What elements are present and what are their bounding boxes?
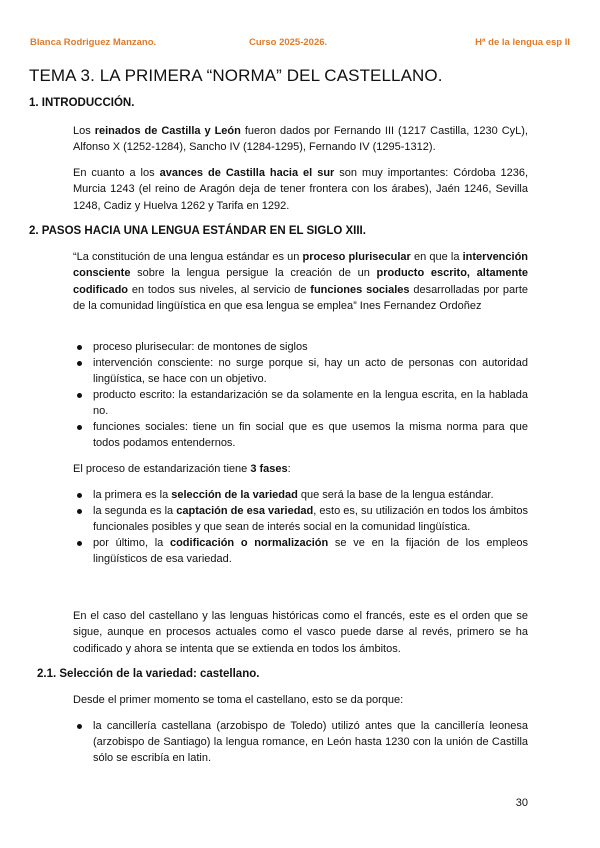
bullet-icon <box>77 393 82 398</box>
text-bold: funciones sociales <box>310 283 410 296</box>
list-item-text: funciones sociales: tiene un fin social que es que usemos la misma norma para que todos podamos entendernos. <box>93 421 528 449</box>
page-title: TEMA 3. LA PRIMERA “NORMA” DEL CASTELLANO. <box>29 66 443 85</box>
text: que será la base de la lengua estándar. <box>297 489 494 501</box>
text-bold: captación de esa variedad <box>176 505 314 517</box>
text: en que la <box>410 251 463 263</box>
header-author: Blanca Rodriguez Manzano. <box>30 37 157 48</box>
bullet-icon <box>77 425 82 430</box>
bullet-icon <box>77 724 82 729</box>
text: en todos sus niveles, al servicio de <box>128 283 311 296</box>
text-bold: proceso plurisecular <box>302 251 411 263</box>
subsection-heading: 2.1. Selección de la variedad: castellano. <box>37 668 260 680</box>
text: “La constitución de una lengua estándar es un <box>73 251 303 263</box>
list-item <box>73 503 528 535</box>
text: El proceso de estandarización tiene <box>73 463 251 475</box>
phases-list <box>73 487 528 567</box>
list-item-text: la cancillería castellana (arzobispo de Toledo) utilizó antes que la cancillería leonesa (arzobispo de Santiago) la lengua romance, en León hasta 1230 con la unión de Castilla sólo se escribía en latin. <box>93 720 528 764</box>
list-item <box>73 535 528 567</box>
page-header <box>30 37 570 51</box>
text: la primera es la <box>93 489 172 501</box>
list-item <box>73 419 528 451</box>
paragraph-fases <box>73 461 528 477</box>
list-item-text: proceso plurisecular: de montones de siglos <box>93 341 308 353</box>
text: , esto es, su utilización en todos los ámbitos funcionales posibles y que sean de interés social en la comunidad lingüística. <box>93 505 529 533</box>
text: : <box>287 463 291 475</box>
bullet-icon <box>77 493 82 498</box>
list-item <box>73 339 528 355</box>
list-item <box>73 355 528 387</box>
text: Los <box>73 125 95 137</box>
text-bold: reinados de Castilla y León <box>94 125 241 137</box>
section-heading-pasos: 2. PASOS HACIA UNA LENGUA ESTÁNDAR EN EL SIGLO XIII. <box>29 225 366 237</box>
page-number: 30 <box>515 797 528 809</box>
text-bold: intervención consciente <box>73 251 529 280</box>
text: sobre la lengua persigue la creación de un <box>130 267 377 280</box>
list-item-text: producto escrito: la estandarización se da solamente en la lengua escrita, en la hablada no. <box>93 389 528 417</box>
text-bold: avances de Castilla hacia el sur <box>159 167 335 179</box>
paragraph-desde: Desde el primer momento se toma el castellano, esto se da porque: <box>73 694 404 706</box>
text: son muy importantes: Córdoba 1236, Murcia 1243 (el reino de Aragón deja de tener frontera con los árabes), Jaén 1246, Sevilla 1248, Cadiz y Huelva 1262 y Tarifa en 1292. <box>73 167 529 212</box>
section-heading-intro: 1. INTRODUCCIÓN. <box>29 97 135 109</box>
definitions-list <box>73 339 528 451</box>
paragraph-avances <box>73 165 528 214</box>
list-item <box>73 487 528 503</box>
text-bold: codificación o normalización <box>169 537 329 549</box>
paragraph-quote <box>73 249 528 315</box>
list-item <box>73 387 528 419</box>
bullet-icon <box>77 345 82 350</box>
bullet-icon <box>77 541 82 546</box>
paragraph-castellano: En el caso del castellano y las lenguas históricas como el francés, este es el orden que se sigue, aunque en procesos actuales como el vasco puede darse al revés, primero se ha codificado y ahora se intenta que se extienda en todos los ámbitos. <box>73 610 528 655</box>
text-bold: selección de la variedad <box>171 489 298 501</box>
list-item <box>73 718 528 766</box>
text: desarrolladas por parte de la comunidad lingüística en que esa lengua se emplea” Ines Fernandez Ordoñez <box>73 283 528 313</box>
bullet-icon <box>77 509 82 514</box>
text: por último, la <box>93 537 170 549</box>
header-subject: Hª de la lengua esp II <box>475 37 570 48</box>
list-item-text: intervención consciente: no surge porque si, hay un acto de personas con autoridad lingüística, se hace con un objetivo. <box>93 357 528 385</box>
paragraph-reinados <box>73 123 528 156</box>
bullet-icon <box>77 361 82 366</box>
text: fueron dados por Fernando III (1217 Castilla, 1230 CyL), Alfonso X (1252-1284), Sancho IV (1284-1295), Fernando IV (1295-1312). <box>73 125 528 154</box>
text-bold: producto escrito, altamente codificado <box>73 267 528 296</box>
header-course: Curso 2025-2026. <box>249 37 328 48</box>
text-bold: 3 fases <box>250 463 288 475</box>
text: En cuanto a los <box>73 167 160 179</box>
reasons-list <box>73 718 528 766</box>
text: la segunda es la <box>93 505 177 517</box>
text: se ve en la fijación de los empleos lingüísticos de esa variedad. <box>93 537 528 565</box>
